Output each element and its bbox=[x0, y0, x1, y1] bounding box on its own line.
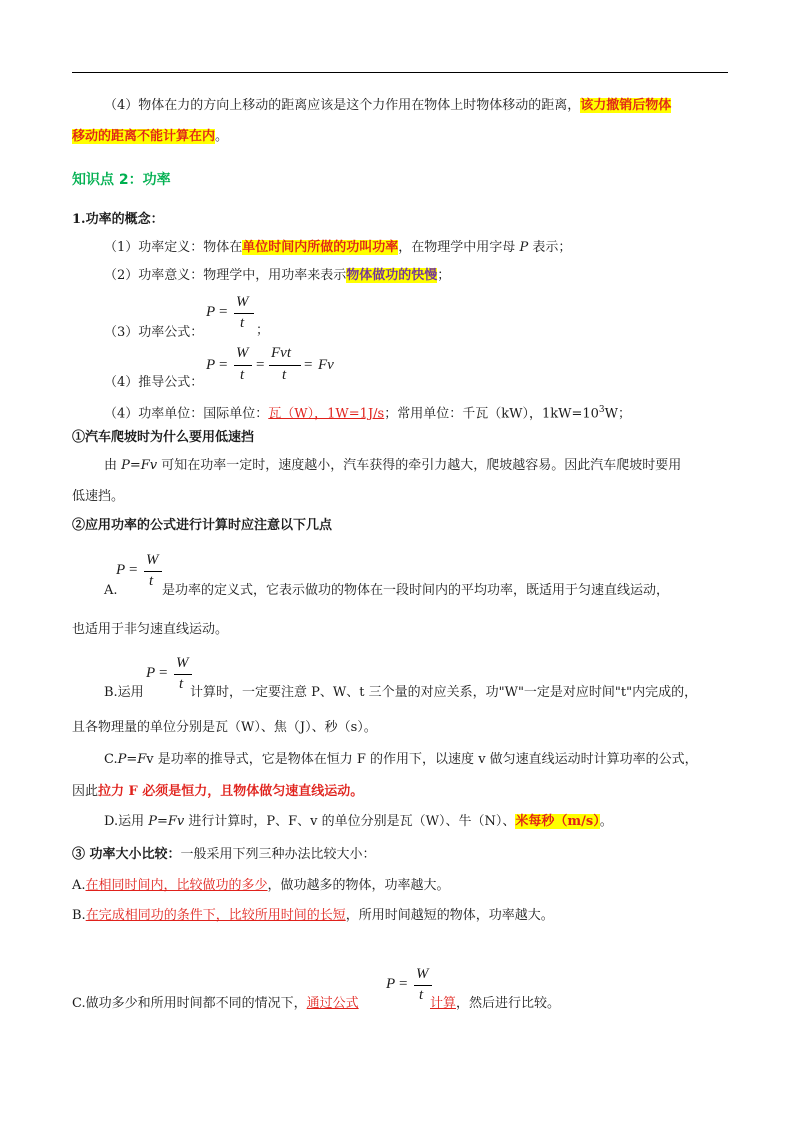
fraction-bar bbox=[144, 571, 162, 572]
text: ，然后进行比较。 bbox=[456, 996, 561, 1011]
denominator-t: t bbox=[282, 367, 287, 383]
highlight-text: 该力撤销后物体 bbox=[580, 98, 672, 113]
equals: = bbox=[219, 357, 228, 373]
q1-line1 bbox=[104, 456, 681, 476]
symbol-p: P bbox=[386, 976, 396, 992]
derived-formula bbox=[206, 345, 346, 385]
q2-c-line2 bbox=[72, 782, 363, 802]
text: ，所用时间越短的物体，功率越大。 bbox=[345, 908, 554, 923]
power-meaning bbox=[104, 266, 450, 286]
formula-a bbox=[116, 552, 166, 592]
text: 一般采用下列三种办法比较大小： bbox=[180, 847, 376, 862]
denominator-t: t bbox=[240, 367, 245, 383]
equals: = bbox=[129, 562, 138, 578]
equals: = bbox=[399, 976, 408, 992]
derive-label: （4）推导公式： bbox=[104, 375, 204, 390]
text: ；常用单位：千瓦（kW），1kW=10 bbox=[384, 406, 599, 422]
highlight-text: 米每秒（m/s） bbox=[515, 814, 600, 829]
text: 进行计算时，P、F、v 的单位分别是瓦（W）、牛（N）、 bbox=[184, 814, 516, 829]
symbol-p: P bbox=[146, 665, 156, 681]
numerator-w: W bbox=[416, 966, 429, 982]
highlight-text: 物体做功的快慢 bbox=[346, 268, 438, 283]
q1-title: ①汽车爬坡时为什么要用低速挡 bbox=[72, 430, 255, 445]
symbol-p: P bbox=[206, 357, 216, 373]
power-definition bbox=[104, 238, 571, 258]
text: 。 bbox=[215, 129, 229, 144]
text: ； bbox=[437, 268, 451, 283]
denominator-t: t bbox=[149, 573, 154, 589]
q2-b-text: 计算时，一定要注意 P、W、t 三个量的对应关系，功"W"一定是对应时间"t"内完成的， bbox=[190, 685, 698, 700]
section-heading: 知识点 2：功率 bbox=[72, 172, 171, 188]
numerator-w: W bbox=[146, 552, 159, 568]
denominator-t: t bbox=[419, 987, 424, 1003]
text: 。 bbox=[599, 814, 613, 829]
superscript: 3 bbox=[598, 405, 605, 415]
numerator-w: W bbox=[236, 294, 249, 310]
symbol-p: P bbox=[116, 562, 126, 578]
concept-title: 1.功率的概念： bbox=[72, 212, 164, 227]
text: 表示； bbox=[532, 240, 572, 255]
q2-title: ②应用功率的公式进行计算时应注意以下几点 bbox=[72, 518, 333, 533]
q1-line2: 低速挡。 bbox=[72, 489, 125, 504]
equals: = bbox=[219, 304, 228, 320]
equals: = bbox=[304, 357, 313, 373]
fraction-bar bbox=[414, 985, 432, 986]
q2-a-label: A. bbox=[104, 583, 118, 598]
text: 由 bbox=[104, 458, 122, 473]
denominator-t: t bbox=[240, 315, 245, 331]
formula-inline: P=Fv bbox=[121, 458, 158, 473]
fraction-bar bbox=[234, 313, 254, 314]
text: C. bbox=[104, 752, 118, 767]
equals: = bbox=[256, 357, 265, 373]
formula-label: （3）功率公式： bbox=[104, 325, 204, 340]
formula-inline: P=F bbox=[117, 752, 147, 767]
q3-a bbox=[72, 876, 450, 896]
power-unit bbox=[104, 400, 631, 424]
text: W； bbox=[604, 406, 631, 422]
formula-c bbox=[386, 966, 436, 1006]
highlight-text: 移动的距离不能计算在内 bbox=[72, 129, 216, 144]
formula-inline: P=Fv bbox=[148, 814, 185, 829]
q2-b-text2: 且各物理量的单位分别是瓦（W）、焦（J）、秒（s）。 bbox=[72, 720, 377, 735]
underlined-text: 通过公式 bbox=[306, 996, 359, 1011]
q3-b bbox=[72, 906, 554, 926]
q2-a-text2: 也适用于非匀速直线运动。 bbox=[72, 622, 229, 637]
paragraph-distance-note bbox=[104, 96, 671, 116]
text: B. bbox=[72, 908, 86, 923]
text: v 是功率的推导式，它是物体在恒力 F 的作用下，以速度 v 做匀速直线运动时计算功率的公式， bbox=[146, 752, 698, 767]
underlined-text: 计算 bbox=[430, 996, 457, 1011]
text: （2）功率意义：物理学中，用功率来表示 bbox=[104, 268, 347, 283]
text: ，做功越多的物体，功率越大。 bbox=[267, 878, 450, 893]
equals: = bbox=[159, 665, 168, 681]
text: （1）功率定义：物体在 bbox=[104, 240, 243, 255]
text: D.运用 bbox=[104, 814, 149, 829]
q3-title: ③ 功率大小比较： bbox=[72, 847, 181, 862]
red-bold-text: 拉力 F 必须是恒力，且物体做匀速直线运动。 bbox=[98, 784, 364, 799]
numerator-w: W bbox=[236, 345, 249, 361]
fraction-bar bbox=[174, 674, 192, 675]
numerator-w: W bbox=[176, 655, 189, 671]
numerator-fvt: Fvt bbox=[271, 345, 291, 361]
text: A. bbox=[72, 878, 86, 893]
underlined-text: 在相同时间内，比较做功的多少 bbox=[85, 878, 268, 893]
paragraph-distance-note-cont bbox=[72, 127, 228, 147]
text: （4）功率单位：国际单位： bbox=[104, 406, 269, 422]
q3-c-end bbox=[430, 994, 560, 1014]
text: 因此 bbox=[72, 784, 99, 799]
q3-c bbox=[72, 994, 359, 1014]
underlined-text: 在完成相同功的条件下，比较所用时间的长短 bbox=[85, 908, 346, 923]
symbol-p: P bbox=[206, 304, 216, 320]
q2-c-line1 bbox=[104, 750, 698, 770]
formula-end: ； bbox=[256, 323, 270, 338]
underlined-text: 瓦（W），1W=1J/s bbox=[268, 406, 385, 422]
header-rule bbox=[72, 72, 728, 73]
denominator-t: t bbox=[179, 676, 184, 692]
q2-d-line bbox=[104, 812, 613, 832]
fv: Fv bbox=[318, 357, 334, 373]
fraction-bar bbox=[234, 365, 252, 366]
formula-b bbox=[146, 655, 196, 695]
text: C.做功多少和所用时间都不同的情况下， bbox=[72, 996, 307, 1011]
q2-b-label: B.运用 bbox=[104, 685, 144, 700]
text: （4）物体在力的方向上移动的距离应该是这个力作用在物体上时物体移动的距离， bbox=[104, 98, 581, 113]
symbol-p: P bbox=[515, 240, 533, 255]
q2-a-text: 是功率的定义式，它表示做功的物体在一段时间内的平均功率，既适用于匀速直线运动， bbox=[162, 583, 670, 598]
fraction-bar bbox=[269, 365, 301, 366]
q3-title-line bbox=[72, 845, 376, 865]
text: 可知在功率一定时，速度越小，汽车获得的牵引力越大，爬坡越容易。因此汽车爬坡时要用 bbox=[157, 458, 682, 473]
highlight-text: 单位时间内所做的功叫功率 bbox=[242, 240, 399, 255]
text: ，在物理学中用字母 bbox=[398, 240, 516, 255]
